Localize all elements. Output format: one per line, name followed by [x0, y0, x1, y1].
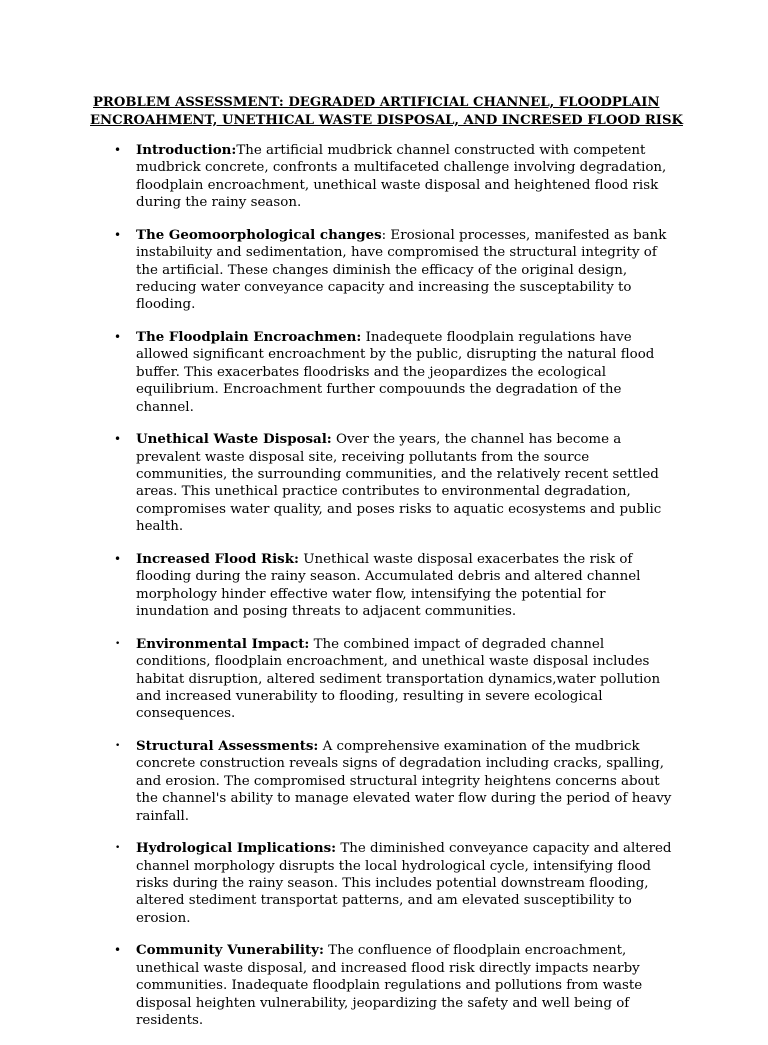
document-title — [90, 94, 683, 129]
bullet-icon: • — [115, 638, 121, 649]
assessment-list — [0, 142, 768, 1045]
item-term: Structural Assessments: — [136, 737, 319, 754]
bullet-icon: • — [114, 943, 122, 958]
list-item-hydrological-implications — [0, 840, 676, 927]
list-item-geomorphological-changes — [0, 227, 676, 314]
list-item-structural-assessments — [0, 738, 676, 825]
item-text: Inadequete floodplain regulations have allowed significant encroachment by the public, disrupting the natural flood buffer. This exacerbates floodrisks and the jeopardizes the ecological equilibrium. Encroachment further compouunds the degradation of the channel. — [136, 330, 655, 415]
item-text: : Erosional processes, manifested as bank instabiluity and sedimentation, have compromised the structural integrity of the artificial. These changes diminish the efficacy of the original design, reducing water conveyance capacity and increasing the susceptability to flooding. — [136, 227, 667, 313]
bullet-icon: • — [115, 740, 121, 751]
item-term: Environmental Impact: — [136, 635, 310, 652]
bullet-icon: • — [115, 843, 121, 854]
bullet-icon: • — [114, 330, 122, 345]
item-term: Hydrological Implications: — [136, 840, 337, 857]
item-term: Introduction: — [136, 142, 237, 158]
item-term: Community Vunerability: — [136, 942, 324, 959]
list-item-environmental-impact — [0, 636, 676, 723]
item-text: Over the years, the channel has become a prevalent waste disposal site, receiving pollutants from the source communities, the surrounding communities, and the relatively recent settled areas. This unethical practice contributes to environmental degradation, compromises water quality, and poses risks to aquatic ecosystems and public health. — [136, 432, 662, 535]
bullet-icon: • — [114, 143, 122, 157]
list-item-floodplain-encroachment — [0, 329, 676, 416]
item-text: Unethical waste disposal exacerbates the risk of flooding during the rainy season. Accumulated debris and altered channel morphology hinder effective water flow, intensifying the potential for inundation and posing threats to adjacent communities. — [136, 551, 641, 620]
bullet-icon: • — [114, 432, 122, 447]
item-term: The Geomoorphological changes — [136, 226, 382, 243]
item-text: The combined impact of degraded channel conditions, floodplain encroachment, and unethical waste disposal includes habitat disruption, altered sediment transportation dynamics,water pollution and increased vunerability to flooding, resulting in severe ecological consequences. — [136, 636, 661, 722]
item-text: A comprehensive examination of the mudbrick concrete construction reveals signs of degradation including cracks, spalling, and erosion. The compromised structural integrity heightens concerns about the channel's ability to manage elevated water flow during the period of heavy rainfall. — [136, 738, 672, 824]
bullet-icon: • — [114, 551, 122, 566]
list-item-unethical-waste-disposal — [0, 431, 676, 535]
bullet-icon: • — [114, 227, 122, 242]
list-item-increased-flood-risk — [0, 551, 676, 621]
title-line-2: ENCROAHMENT, UNETHICAL WASTE DISPOSAL, AND INCRESED FLOOD RISK — [90, 112, 683, 128]
list-item-introduction — [0, 142, 676, 212]
item-term: Increased Flood Risk: — [136, 550, 299, 567]
list-item-community-vulnerability — [0, 942, 676, 1029]
item-text: The diminished conveyance capacity and altered channel morphology disrupts the local hydrological cycle, intensifying flood risks during the rainy season. This includes potential downstream flooding, altered stediment transportat patterns, and am elevated susceptibility to erosion. — [136, 841, 672, 926]
item-term: The Floodplain Encroachmen: — [136, 329, 362, 346]
item-text: The confluence of floodplain encroachment, unethical waste disposal, and increased flood risk directly impacts nearby communities. Inadequate floodplain regulations and pollutions from waste disposal heighten vulnerability, jeopardizing the safety and well being of residents. — [136, 943, 643, 1028]
item-text: The artificial mudbrick channel constructed with competent mudbrick concrete, confronts a multifaceted challenge involving degradation, floodplain encroachment, unethical waste disposal and heightened flood risk during the rainy season. — [136, 143, 667, 211]
title-line-1: PROBLEM ASSESSMENT: DEGRADED ARTIFICIAL CHANNEL, FLOODPLAIN — [93, 95, 660, 110]
item-term: Unethical Waste Disposal: — [136, 431, 332, 448]
